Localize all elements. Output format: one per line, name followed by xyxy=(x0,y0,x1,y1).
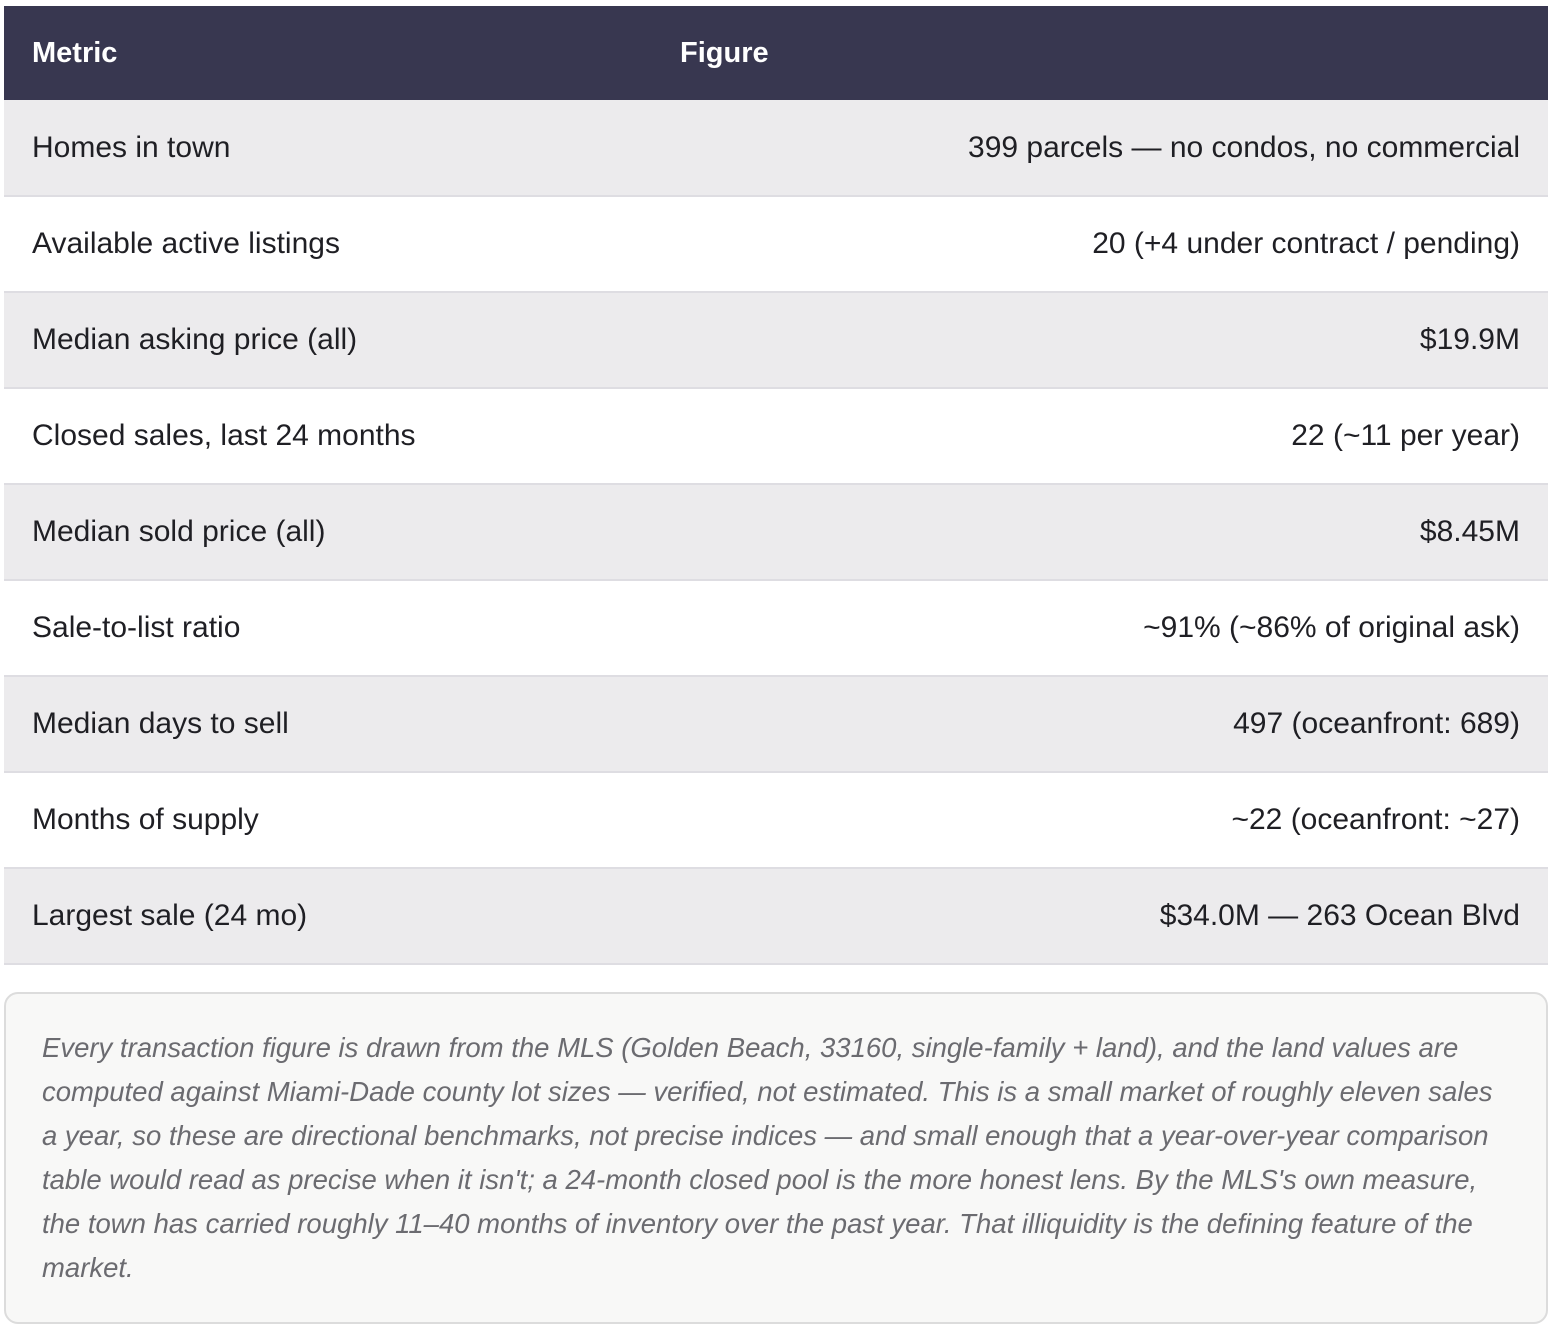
figure-cell: 497 (oceanfront: 689) xyxy=(652,676,1548,772)
figure-cell: $8.45M xyxy=(652,484,1548,580)
header-figure: Figure xyxy=(652,6,1548,100)
metric-cell: Median asking price (all) xyxy=(4,292,652,388)
table-row xyxy=(4,676,1548,772)
table-row xyxy=(4,388,1548,484)
metrics-table-container xyxy=(4,6,1548,965)
figure-cell: $19.9M xyxy=(652,292,1548,388)
methodology-note-text: Every transaction figure is drawn from the MLS (Golden Beach, 33160, single-family + land), and the land values are computed against Miami-Dade county lot sizes — verified, not estimated. This is a small market of roughly eleven sales a year, so these are directional benchmarks, not precise indices — and small enough that a year-over-year comparison table would read as precise when it isn't; a 24-month closed pool is the more honest lens. By the MLS's own measure, the town has carried roughly 11–40 months of inventory over the past year. That illiquidity is the defining feature of the market. xyxy=(42,1032,1493,1283)
table-row xyxy=(4,196,1548,292)
header-metric: Metric xyxy=(4,6,652,100)
metric-cell: Largest sale (24 mo) xyxy=(4,868,652,964)
figure-cell: $34.0M — 263 Ocean Blvd xyxy=(652,868,1548,964)
table-row xyxy=(4,868,1548,964)
metric-cell: Median days to sell xyxy=(4,676,652,772)
figure-cell: 22 (~11 per year) xyxy=(652,388,1548,484)
table-header-row xyxy=(4,6,1548,100)
metric-cell: Homes in town xyxy=(4,100,652,196)
figure-cell: ~91% (~86% of original ask) xyxy=(652,580,1548,676)
table-row xyxy=(4,580,1548,676)
figure-cell: 399 parcels — no condos, no commercial xyxy=(652,100,1548,196)
metric-cell: Sale-to-list ratio xyxy=(4,580,652,676)
table-row xyxy=(4,292,1548,388)
table-row xyxy=(4,100,1548,196)
table-row xyxy=(4,772,1548,868)
figure-cell: ~22 (oceanfront: ~27) xyxy=(652,772,1548,868)
metric-cell: Median sold price (all) xyxy=(4,484,652,580)
metric-cell: Closed sales, last 24 months xyxy=(4,388,652,484)
figure-cell: 20 (+4 under contract / pending) xyxy=(652,196,1548,292)
table-row xyxy=(4,484,1548,580)
methodology-note xyxy=(4,992,1548,1324)
metrics-table xyxy=(4,6,1548,965)
metric-cell: Months of supply xyxy=(4,772,652,868)
metric-cell: Available active listings xyxy=(4,196,652,292)
